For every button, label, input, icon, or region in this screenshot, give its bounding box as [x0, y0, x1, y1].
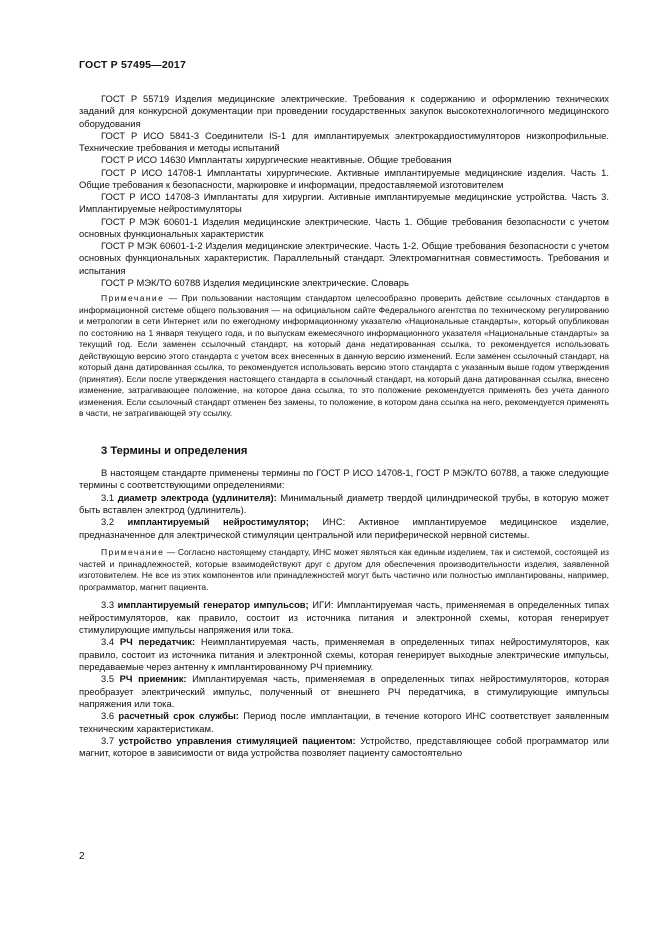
note-references [79, 293, 609, 420]
reference-item: ГОСТ Р МЭК/ТО 60788 Изделия медицинские электрические. Словарь [101, 276, 409, 288]
term-number: 3.4 [101, 636, 120, 648]
term-number: 3.2 [101, 516, 128, 528]
reference-item: ГОСТ Р ИСО 14708-3 Имплантаты для хирургии. Активные имплантируемые медицинские устройства. Часть 3. Имплантируемые нейростимуляторы [79, 191, 609, 215]
term-definition [79, 599, 609, 636]
note-label: Примечание [101, 293, 165, 303]
term-text: Период после имплантации, в течение которого ИНС соответствует заявленным техническим характеристикам. [79, 710, 610, 734]
term-name: РЧ передатчик: [119, 636, 196, 648]
term-text: Устройство, представляющее собой программатор или магнит, которое в зависимости от вида устройства позволяет пациенту самостоятельно [79, 735, 610, 759]
reference-item: ГОСТ Р 55719 Изделия медицинские электрические. Требования к содержанию и оформлению технических заданий для конкурсной документации при проведении государственных закупок высокотехнологичного медицинского оборудования [79, 93, 609, 129]
document-header: ГОСТ Р 57495—2017 [79, 59, 187, 71]
reference-item: ГОСТ Р МЭК 60601-1-2 Изделия медицинские электрические. Часть 1-2. Общие требования безопасности с учетом основных функциональных характеристик. Параллельный стандарт. Электромагнитная совместимость. Требования и испытания [79, 240, 609, 276]
reference-item: ГОСТ Р МЭК 60601-1 Изделия медицинские электрические. Часть 1. Общие требования безопасности с учетом основных функциональных характеристик [79, 215, 609, 239]
term-name: устройство управления стимуляцией пациентом: [118, 735, 356, 747]
term-definition [79, 516, 609, 541]
term-text: ИНС: Активное имплантируемое медицинское изделие, предназначенное для электрической стимуляции центральной или периферической нервной системы. [79, 516, 609, 540]
section-title: 3 Термины и определения [101, 445, 248, 458]
term-text: Минимальный диаметр твердой цилиндрической трубы, в которую может быть вставлен электрод (удлинитель). [79, 491, 609, 516]
term-name: имплантируемый генератор импульсов; [117, 599, 309, 611]
term-definition [79, 492, 609, 517]
term-number: 3.7 [101, 735, 119, 747]
page-number: 2 [79, 851, 85, 862]
reference-item: ГОСТ Р ИСО 5841-3 Соединители IS-1 для имплантируемых электрокардиостимуляторов низкопрофильные. Технические требования и методы испытаний [79, 129, 609, 153]
term-name: диаметр электрода (удлинителя): [117, 491, 277, 503]
note-text: — При пользовании настоящим стандартом целесообразно проверить действие ссылочных стандартов в информационной системе общего пользования — на официальном сайте Федерального агентства по техническому регулированию и метрологии в сети Интернет или по ежегодному информационному указателю «Национальные стандарты», который опубликован по состоянию на 1 января текущего года, и по выпускам ежемесячного информационного указателя «Национальные стандарты» за текущий год. Если заменен ссылочный стандарт, на который дана недатированная ссылка, то рекомендуется использовать действующую версию этого стандарта с учетом всех внесенных в данную версию изменений. Если заменен ссылочный стандарт, на который дана датированная ссылка, то рекомендуется использовать версию этого стандарта с указанным выше годом утверждения (принятия). Если после утверждения настоящего стандарта в ссылочный стандарт, на который дана датированная ссылка, внесено изменение, затрагивающее положение, на которое дана ссылка, то это положение рекомендуется применять без учета данного изменения. Если ссылочный стандарт отменен без замены, то положение, в котором дана ссылка на него, рекомендуется применять в части, не затрагивающей эту ссылку. [79, 293, 609, 419]
page-content [79, 93, 609, 760]
reference-item: ГОСТ Р ИСО 14630 Имплантаты хирургические неактивные. Общие требования [101, 154, 452, 166]
term-definition [79, 673, 609, 710]
term-name: расчетный срок службы: [118, 710, 239, 722]
term-number: 3.3 [101, 599, 118, 611]
reference-item: ГОСТ Р ИСО 14708-1 Имплантаты хирургические. Активные имплантируемые медицинские изделия. Часть 1. Общие требования к безопасности, маркировке и информации, предоставляемой изготовителем [79, 166, 609, 190]
term-name: имплантируемый нейростимулятор; [127, 516, 309, 528]
term-text: Имплантируемая часть, применяемая в определенных типах нейростимуляторов, которая преобразует электрический импульс, полученный от внешнего РЧ передатчика, в стимулирующие импульсы напряжения или тока. [79, 673, 609, 710]
section-intro: В настоящем стандарте применены термины по ГОСТ Р ИСО 14708-1, ГОСТ Р МЭК/ТО 60788, а также следующие термины с соответствующими определениями: [79, 467, 609, 491]
term-number: 3.1 [101, 491, 118, 503]
term-definition [79, 735, 609, 760]
term-number: 3.6 [101, 710, 119, 722]
term-definition [79, 636, 609, 673]
note-ins [79, 547, 609, 593]
term-text: Неимплантируемая часть, применяемая в определенных типах нейростимуляторов, как правило, состоит из источника питания и электронной схемы, которая генерирует выходные электрические импульсы, передаваемые через антенну к имплантированному РЧ приемнику. [79, 636, 609, 672]
note-label: Примечание [101, 547, 165, 558]
term-name: РЧ приемник: [119, 673, 187, 685]
term-text: ИГИ: Имплантируемая часть, применяемая в определенных типах нейростимуляторов, как правило, состоит из источника питания и электронной схемы, которая генерирует стимулирующие импульсы напряжения или тока. [79, 599, 610, 635]
term-definition [79, 710, 609, 735]
note-text: — Согласно настоящему стандарту, ИНС может являться как единым изделием, так и системой, состоящей из частей и принадлежностей, которые взаимодействуют друг с другом для обеспечения производительности изделия, заявленной изготовителем. Не все из этих компонентов или принадлежностей могут быть частично или полностью имплантированы, например, программатор, магнит пациента. [79, 547, 609, 592]
term-number: 3.5 [101, 673, 120, 685]
